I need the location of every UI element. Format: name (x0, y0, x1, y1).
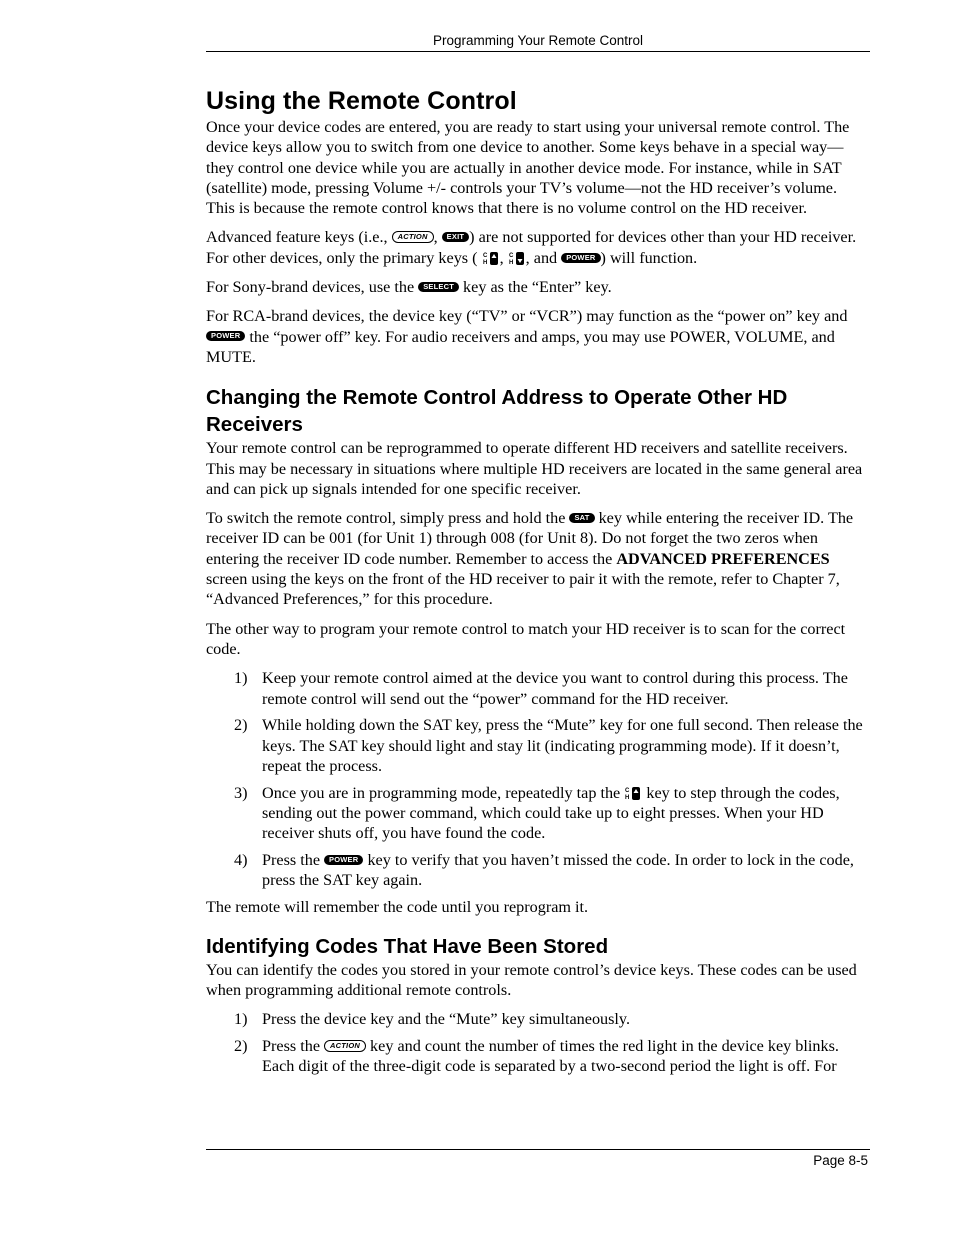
section-title-using-remote: Using the Remote Control (206, 87, 517, 115)
action-key-icon: ACTION (324, 1040, 366, 1052)
section-title-identify-codes: Identifying Codes That Have Been Stored (206, 934, 609, 958)
svg-text:H: H (508, 259, 514, 266)
paragraph: Your remote control can be reprogrammed to operate different HD receivers and satellite receivers. This may be necessary in situations where multiple HD receivers are located in the same general area and can pick up signals intended for one specific receiver. (206, 439, 863, 498)
svg-text:H: H (482, 259, 487, 266)
page-body (206, 86, 868, 1083)
paragraph: For Sony-brand devices, use the SELECT key as the “Enter” key. (206, 278, 612, 297)
channel-up-device-key-icon (482, 250, 500, 266)
svg-text:C: C (482, 252, 487, 259)
svg-text:C: C (625, 787, 630, 794)
paragraph: Once your device codes are entered, you are ready to start using your universal remote control. The device keys allow you to switch from one device to another. Some keys behave in a special way—they control one device while you are actually in another device mode. For instance, while in SAT (satellite) mode, pressing Volume +/- controls your TV’s volume—not the HD receiver’s volume. This is because the remote control knows that there is no volume control on the HD receiver. (206, 118, 850, 218)
list-item: 3) Once you are in programming mode, repeatedly tap the C H key to step through the codes, sending out the power command, which could take up to eight presses. When your HD receiver shuts off, you have found the code. (234, 783, 840, 843)
page-number: Page 8-5 (813, 1153, 868, 1168)
numbered-list (206, 1009, 868, 1076)
exit-key-icon: EXIT (442, 232, 469, 242)
channel-up-device-key-icon (624, 785, 642, 801)
section-title-change-address: Changing the Remote Control Address to Operate Other HD Receivers (206, 386, 788, 437)
paragraph: To switch the remote control, simply press and hold the SAT key while entering the receiver ID. The receiver ID can be 001 (for Unit 1) through 008 (for Unit 8). Do not forget the two zeros when entering the receiver ID code number. Remember to access the ADVANCED PREFERENCES screen using the keys on the front of the HD receiver to pair it with the remote, refer to Chapter 7, “Advanced Preferences,” for this procedure. (206, 509, 854, 609)
list-item: 1) Press the device key and the “Mute” key simultaneously. (234, 1010, 631, 1029)
running-header: Programming Your Remote Control (432, 33, 644, 48)
power-key-icon: POWER (206, 331, 245, 341)
list-item: 4) Press the POWER key to verify that you haven’t missed the code. In order to lock in the code, press the SAT key again. (234, 851, 854, 890)
svg-text:C: C (508, 252, 514, 259)
paragraph: You can identify the codes you stored in your remote control’s device keys. These codes can be used when programming additional remote controls. (206, 960, 857, 999)
numbered-list (206, 668, 868, 890)
action-key-icon: ACTION (392, 231, 434, 243)
list-item: 2) Press the ACTION key and count the number of times the red light in the device key blinks. Each digit of the three-digit code is separated by a two-second period the light is off. For (234, 1036, 839, 1076)
power-key-icon: POWER (324, 855, 363, 865)
svg-text:H: H (625, 794, 630, 801)
paragraph: Advanced feature keys (i.e., ACTION , EXIT ) are not supported for devices other than your HD receiver. For other devices, only the primary keys ( C H , C H , and POWER ) will function. (206, 228, 857, 267)
header-divider (206, 51, 870, 52)
sat-key-icon: SAT (569, 513, 594, 523)
channel-down-device-key-icon (508, 250, 526, 266)
list-item: 1) Keep your remote control aimed at the device you want to control during this process. The remote control will send out the “power” command for the HD receiver. (234, 669, 848, 708)
power-key-icon: POWER (561, 253, 600, 263)
paragraph: For RCA-brand devices, the device key (“TV” or “VCR”) may function as the “power on” key and POWER the “power off” key. For audio receivers and amps, you may use POWER, VOLUME, and MUTE. (206, 307, 848, 366)
list-item: 2) While holding down the SAT key, press the “Mute” key for one full second. Then release the keys. The SAT key should light and stay lit (indicating programming mode). If it doesn’t, repeat the process. (234, 716, 863, 775)
footer-divider (206, 1149, 870, 1150)
paragraph: The other way to program your remote control to match your HD receiver is to scan for the correct code. (206, 619, 846, 658)
paragraph: The remote will remember the code until you reprogram it. (206, 898, 589, 917)
select-key-icon: SELECT (418, 282, 459, 292)
